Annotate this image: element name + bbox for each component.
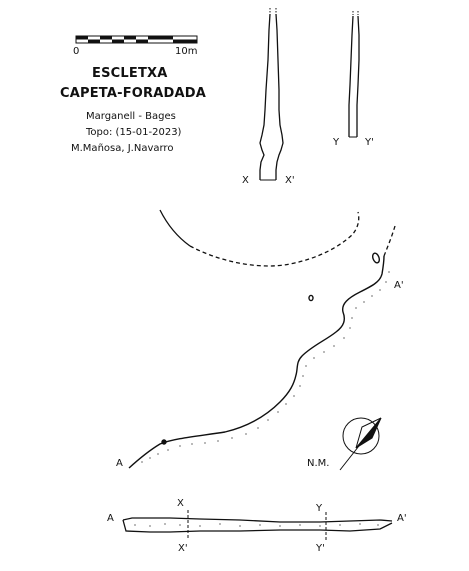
label-x: X [242,175,249,186]
location-text: Marganell - Bages [86,111,176,122]
label-x-profile: X [177,498,184,509]
label-y: Y [333,137,340,148]
title-line2: CAPETA-FORADADA [60,86,207,101]
plan-stipple [141,271,389,462]
label-x-prime-profile: X' [178,543,188,554]
label-y-prime-profile: Y' [316,543,325,554]
label-x-prime: X' [285,175,295,186]
scale-bar [76,36,197,43]
profile-aa [123,510,392,540]
topo-date-text: Topo: (15-01-2023) [86,127,182,138]
profile-stipple [134,523,378,526]
label-a-prime-plan: A' [394,280,404,291]
authors-text: M.Mañosa, J.Navarro [71,143,174,154]
section-y [349,11,359,137]
label-y-prime: Y' [365,137,374,148]
label-y-profile: Y [316,503,323,514]
north-arrow [340,418,381,470]
scale-end-label: 10m [175,46,198,57]
label-a-plan: A [116,458,123,469]
label-north: N.M. [307,458,330,469]
scale-start-label: 0 [73,46,80,57]
plan-gallery [129,252,384,468]
label-a-profile: A [107,513,114,524]
label-a-prime-profile: A' [397,513,407,524]
title-line1: ESCLETXA [92,66,168,81]
section-x [260,8,283,180]
plan-upper-boundary [160,210,395,266]
